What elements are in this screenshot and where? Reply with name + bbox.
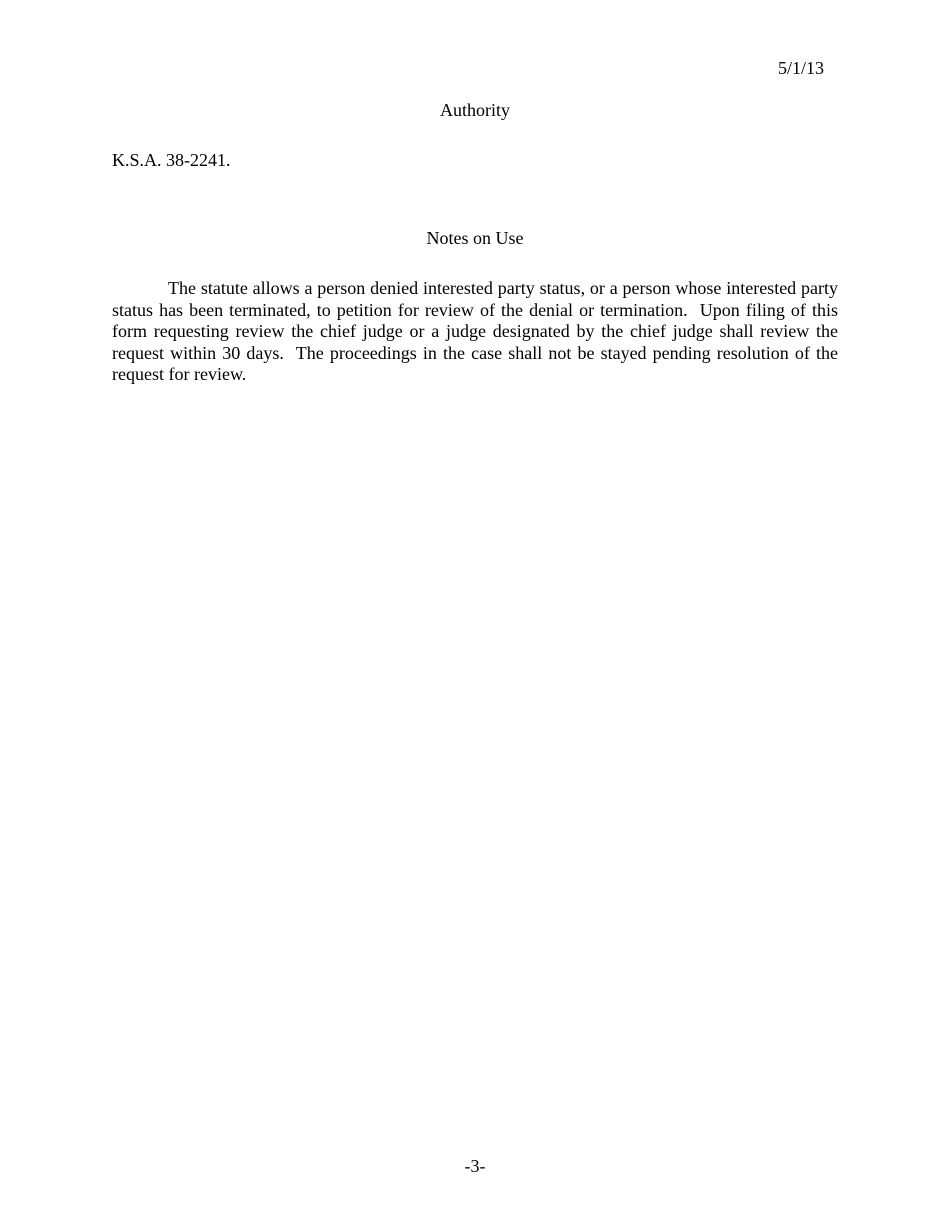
page-number: -3- xyxy=(464,1156,486,1176)
notes-on-use-heading: Notes on Use xyxy=(426,228,524,248)
statute-citation: K.S.A. 38-2241. xyxy=(112,150,231,170)
document-date: 5/1/13 xyxy=(777,58,824,78)
authority-heading: Authority xyxy=(440,100,510,120)
notes-on-use-paragraph: The statute allows a person denied interested party status, or a person whose interested party status has been terminated, to petition for review of the denial or termination. Upon filing of this form requesting review the chief judge or a judge designated by the chief judge shall review the request within 30 days. The proceedings in the case shall not be stayed pending resolution of the request for review. xyxy=(112,278,843,385)
